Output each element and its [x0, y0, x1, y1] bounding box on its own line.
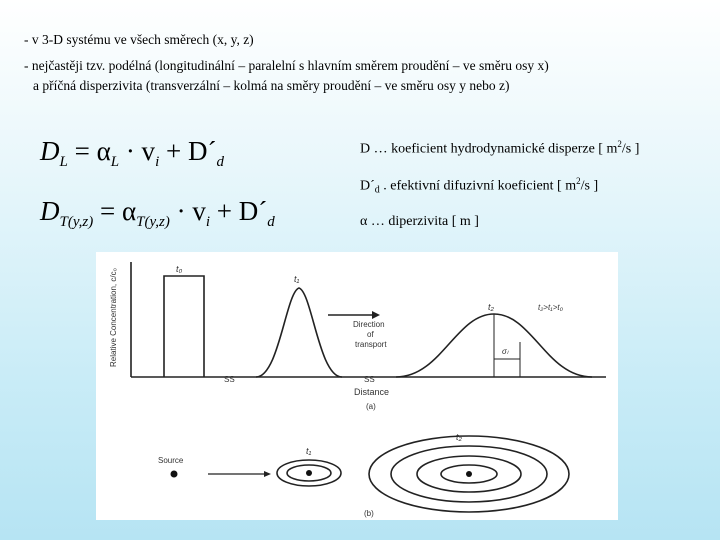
flow-arrowhead [264, 471, 271, 477]
equation-longitudinal: $D_L = \alpha_L \cdot v_i$ + $D´_d$ [40, 136, 224, 170]
legend-dispersion-coef: D … koeficient hydrodynamické disperze [ $m^2/s$ ] [360, 139, 640, 157]
curve-t1 [256, 288, 342, 377]
dispersion-figure [96, 252, 618, 520]
label-t0: t₀ [176, 264, 183, 274]
x-axis-label: Distance [354, 387, 390, 397]
legend-dispersivity: α … diperzivita [ m ] [360, 214, 479, 229]
label-t1: t₁ [294, 274, 300, 284]
plume-t2-center [466, 471, 472, 477]
plume-t1-center [306, 470, 312, 476]
equation-transverse: $D_{T(y,z)} = \alpha_{T(y,z)} \cdot v_i$ + $D´_d$ [40, 196, 275, 230]
legend-diffusion-coef: $D´_d$ . efektivní difuzivní koeficient [ $m^2/s$ ] [360, 176, 599, 196]
panel-a-label: (a) [366, 402, 376, 411]
bullet-longitudinal: - nejčastěji tzv. podélná (longitudinální – paralelní s hlavním směrem proudění – ve směru osy x) [24, 58, 549, 73]
initial-pulse [164, 276, 204, 377]
plume-label-t2: t₂ [456, 432, 462, 442]
y-axis-label: Relative Concentration, c/c₀ [109, 268, 118, 367]
arrowhead [372, 311, 380, 319]
plume-label-t1: t₁ [306, 446, 312, 456]
label-time-order: t₂>t₁>t₀ [538, 303, 563, 312]
direction-label: Direction of transport [353, 320, 387, 349]
bullet-transverse: a příčná disperzivita (transverzální – kolmá na směry proudění – ve směru osy y nebo z) [33, 78, 510, 93]
panel-b-label: (b) [364, 509, 374, 518]
bullet-3d: - v 3-D systému ve všech směrech (x, y, z) [24, 32, 254, 47]
source-label: Source [158, 456, 184, 465]
axis-break-2: SS [364, 375, 375, 384]
label-t2: t₂ [488, 302, 494, 312]
label-sigma: σₗ [502, 347, 509, 356]
axis-break-1: SS [224, 375, 235, 384]
source-point [171, 471, 178, 478]
